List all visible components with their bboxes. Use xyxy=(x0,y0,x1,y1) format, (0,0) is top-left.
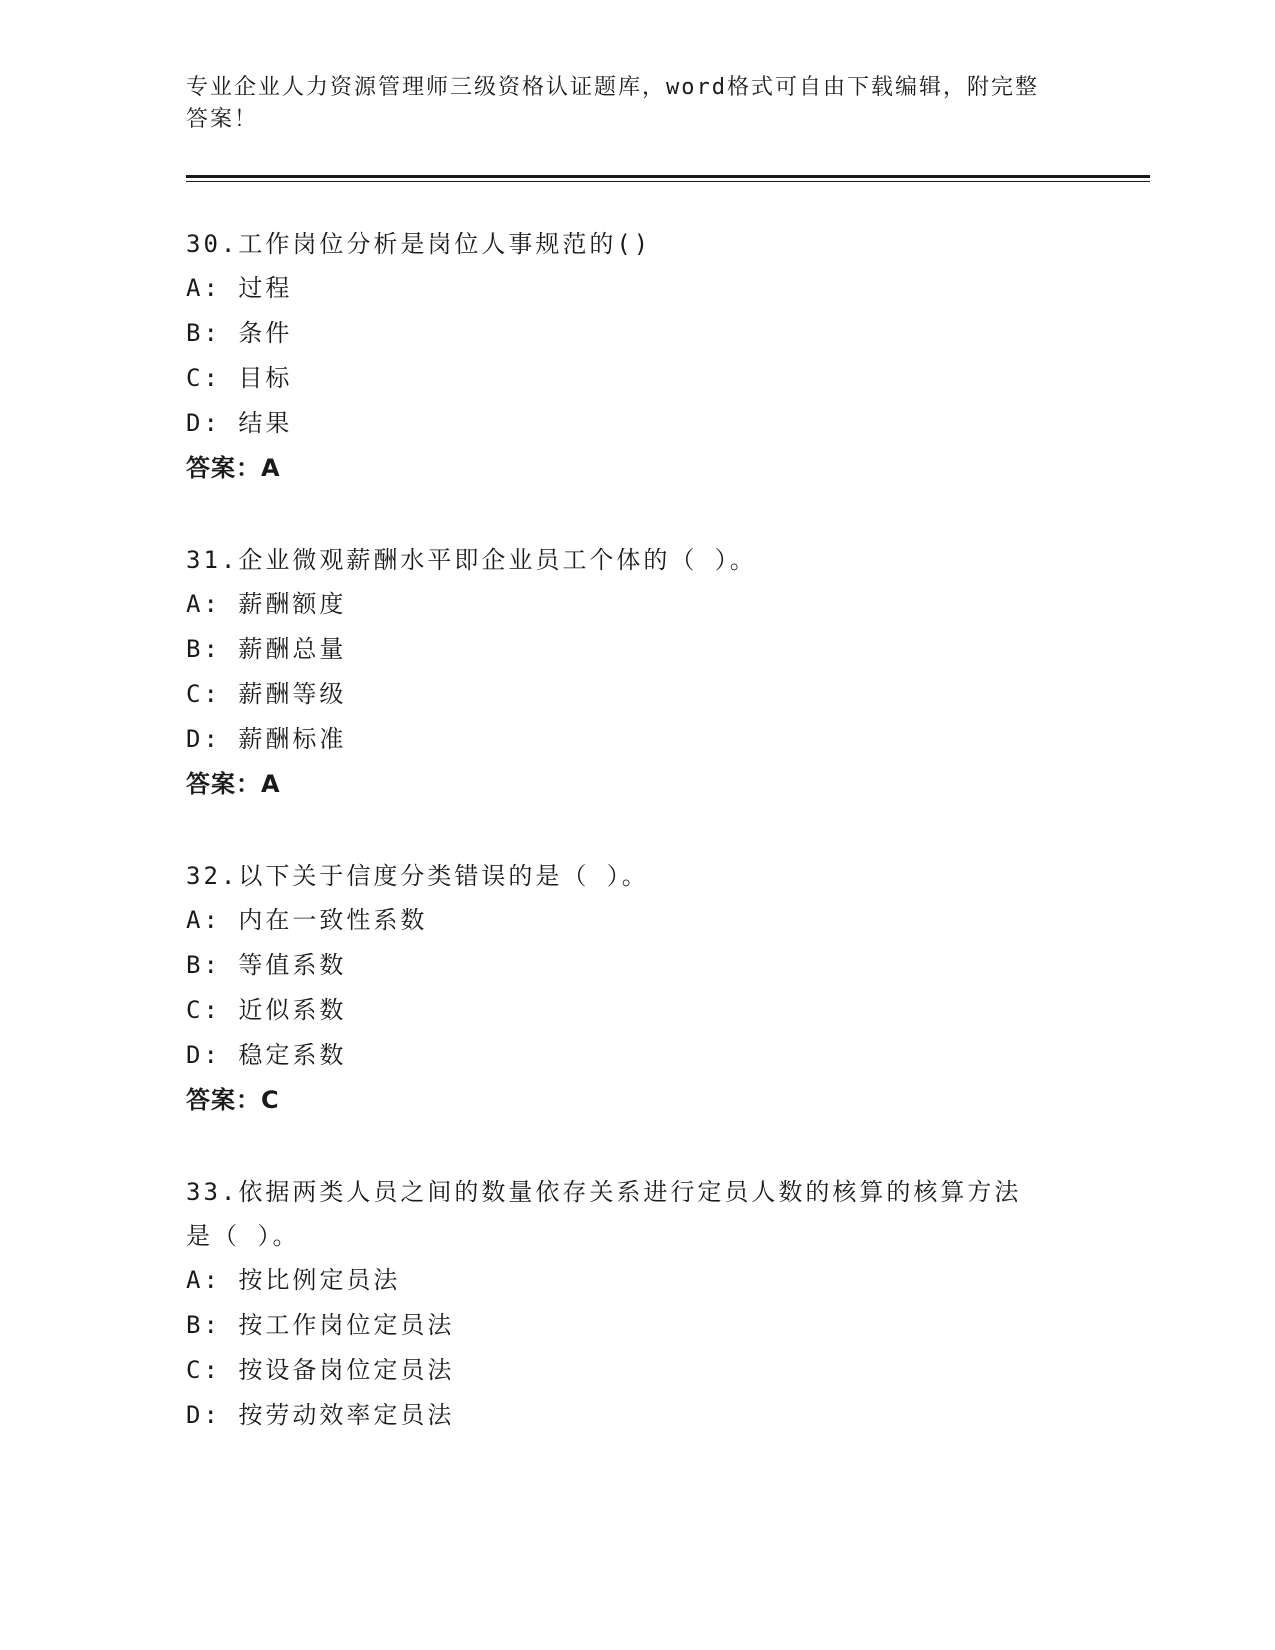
option-d: D: 按劳动效率定员法 xyxy=(186,1401,455,1429)
question-33 xyxy=(186,1170,1086,1438)
answer-line: 答案：A xyxy=(186,770,281,798)
option-b: B: 等值系数 xyxy=(186,951,347,979)
option-c: C: 近似系数 xyxy=(186,996,347,1024)
header-divider-thin xyxy=(186,181,1150,182)
document-header xyxy=(186,72,1066,136)
option-a: A: 按比例定员法 xyxy=(186,1266,401,1294)
option-b: B: 条件 xyxy=(186,319,293,347)
question-stem: 32.以下关于信度分类错误的是（ ）。 xyxy=(186,862,649,890)
option-b: B: 按工作岗位定员法 xyxy=(186,1311,455,1339)
question-stem-continued: 是（ ）。 xyxy=(186,1222,300,1250)
option-a: A: 过程 xyxy=(186,274,293,302)
question-31 xyxy=(186,538,1086,807)
option-d: D: 结果 xyxy=(186,409,293,437)
question-stem: 30.工作岗位分析是岗位人事规范的() xyxy=(186,230,652,258)
option-b: B: 薪酬总量 xyxy=(186,635,347,663)
header-line-1: 专业企业人力资源管理师三级资格认证题库，word格式可自由下载编辑，附完整 xyxy=(186,75,1039,100)
header-divider-thick xyxy=(186,175,1150,178)
header-line-2: 答案！ xyxy=(186,107,259,132)
answer-line: 答案：C xyxy=(186,1086,280,1114)
question-stem: 33.依据两类人员之间的数量依存关系进行定员人数的核算的核算方法 xyxy=(186,1178,1022,1206)
question-stem: 31.企业微观薪酬水平即企业员工个体的（ ）。 xyxy=(186,546,757,574)
option-d: D: 薪酬标准 xyxy=(186,725,347,753)
answer-line: 答案：A xyxy=(186,454,281,482)
option-c: C: 目标 xyxy=(186,364,293,392)
option-c: C: 按设备岗位定员法 xyxy=(186,1356,455,1384)
question-30 xyxy=(186,222,1086,491)
option-d: D: 稳定系数 xyxy=(186,1041,347,1069)
option-a: A: 薪酬额度 xyxy=(186,590,347,618)
question-32 xyxy=(186,854,1086,1123)
option-c: C: 薪酬等级 xyxy=(186,680,347,708)
option-a: A: 内在一致性系数 xyxy=(186,906,428,934)
